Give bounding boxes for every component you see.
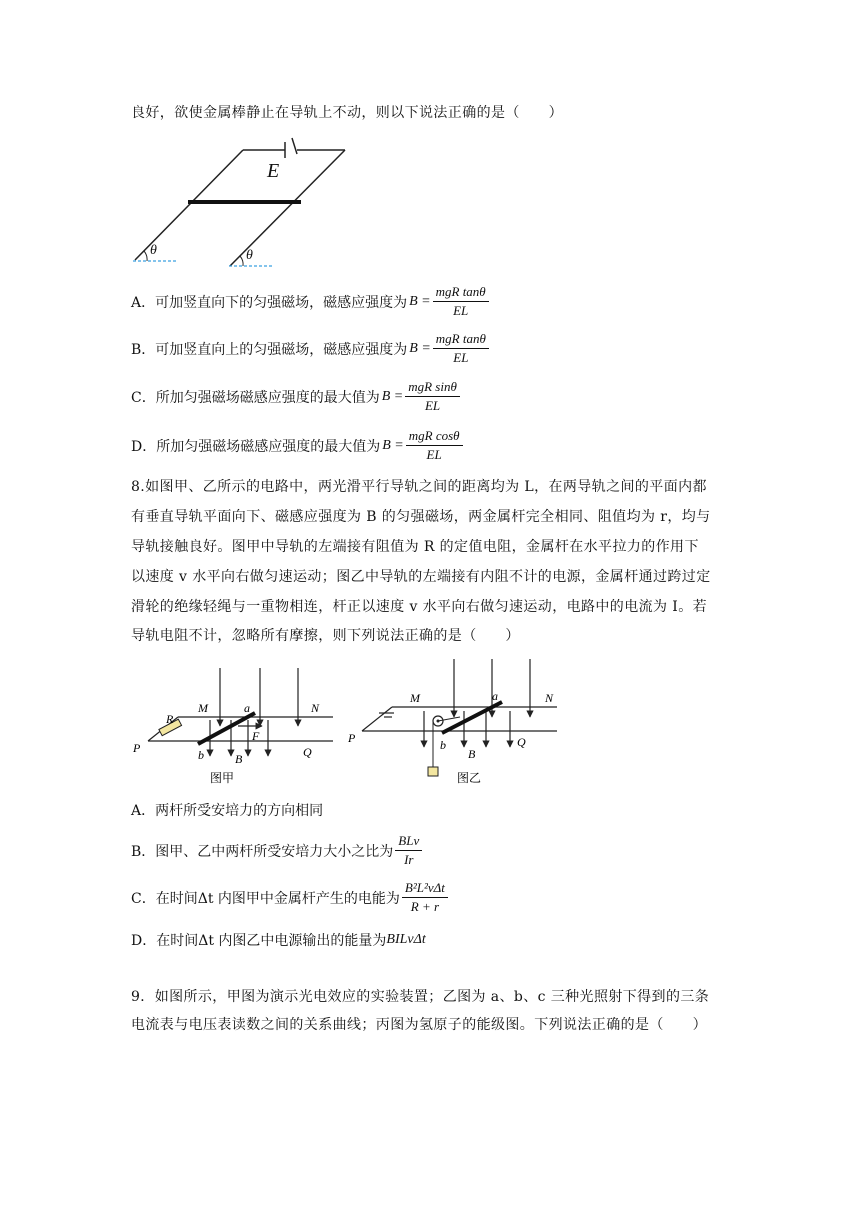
figure-caption: 图乙 bbox=[457, 771, 482, 785]
numerator: B²L²vΔt bbox=[402, 880, 448, 898]
label-b: b bbox=[198, 748, 204, 762]
figure-yi bbox=[342, 655, 572, 790]
label-P: P bbox=[133, 741, 141, 755]
label-M: M bbox=[410, 691, 420, 705]
emf-label: E bbox=[267, 160, 280, 182]
denominator: EL bbox=[424, 398, 441, 413]
option-d bbox=[131, 930, 426, 950]
option-text: B．图甲、乙中两杆所受安培力大小之比为 bbox=[131, 843, 394, 860]
question-text-line: 9．如图所示，甲图为演示光电效应的实验装置；乙图为 a、b、c 三种光照射下得到的三条 bbox=[131, 989, 710, 1005]
label-Q: Q bbox=[517, 735, 526, 749]
formula: BILvΔt bbox=[386, 932, 426, 947]
angle-label: θ bbox=[246, 248, 253, 263]
angle-label: θ bbox=[150, 243, 157, 258]
label-N: N bbox=[545, 691, 554, 705]
label-a: a bbox=[492, 689, 498, 703]
denominator: EL bbox=[426, 447, 442, 462]
numerator: BLv bbox=[395, 833, 422, 851]
label-M: M bbox=[198, 701, 208, 715]
label-a: a bbox=[244, 701, 250, 715]
denominator: R + r bbox=[410, 899, 440, 914]
option-c bbox=[131, 880, 448, 915]
option-text: C．在时间Δt 内图甲中金属杆产生的电能为 bbox=[131, 890, 400, 907]
denominator: EL bbox=[453, 303, 469, 318]
option-text: C．所加匀强磁场磁感应强度的最大值为 bbox=[131, 389, 380, 406]
question-text-line: 滑轮的绝缘轻绳与一重物相连，杆正以速度 v 水平向右做匀速运动，电路中的电流为 I。若 bbox=[131, 599, 707, 615]
option-d bbox=[131, 428, 463, 463]
option-text: B．可加竖直向上的匀强磁场，磁感应强度为 bbox=[131, 341, 408, 358]
denominator: Ir bbox=[404, 852, 414, 867]
inclined-rails-figure bbox=[125, 132, 355, 272]
question-text-line: 电流表与电压表读数之间的关系曲线；丙图为氢原子的能级图。下列说法正确的是（ ） bbox=[131, 1017, 707, 1033]
label-B: B bbox=[235, 752, 243, 766]
label-P: P bbox=[348, 731, 356, 745]
option-text: D．在时间Δt 内图乙中电源输出的能量为 bbox=[131, 933, 387, 949]
option-b bbox=[131, 833, 422, 868]
label-R: R bbox=[166, 712, 174, 726]
fraction bbox=[406, 428, 463, 463]
formula-lhs: B = bbox=[381, 388, 404, 404]
figure-jia bbox=[128, 660, 343, 790]
formula-lhs: B = bbox=[409, 293, 431, 309]
option-b bbox=[131, 331, 489, 366]
label-B: B bbox=[468, 747, 476, 761]
fraction bbox=[402, 880, 448, 915]
numerator: mgR cosθ bbox=[406, 428, 463, 446]
label-Q: Q bbox=[303, 745, 312, 759]
label-N: N bbox=[311, 701, 320, 715]
fraction bbox=[395, 833, 422, 868]
question-text-line: 以速度 v 水平向右做匀速运动；图乙中导轨的左端接有内阻不计的电源，金属杆通过跨过定 bbox=[131, 569, 711, 585]
option-a: A．两杆所受安培力的方向相同 bbox=[131, 803, 324, 819]
question-text-line: 有垂直导轨平面向下、磁感应强度为 B 的匀强磁场，两金属杆完全相同、阻值均为 r，均与 bbox=[131, 509, 711, 525]
option-c bbox=[131, 379, 460, 414]
formula-lhs: B = bbox=[409, 340, 431, 356]
numerator: mgR tanθ bbox=[433, 331, 489, 349]
formula-lhs: B = bbox=[382, 437, 404, 453]
label-F: F bbox=[252, 729, 260, 743]
question-text-line: 导轨电阻不计，忽略所有摩擦，则下列说法正确的是（ ） bbox=[131, 628, 520, 644]
fraction bbox=[433, 331, 489, 366]
option-a bbox=[131, 284, 489, 319]
numerator: mgR sinθ bbox=[405, 379, 460, 397]
question-text-line: 导轨接触良好。图甲中导轨的左端接有阻值为 R 的定值电阻，金属杆在水平拉力的作用下 bbox=[131, 539, 699, 555]
question-text-line: 良好，欲使金属棒静止在导轨上不动，则以下说法正确的是（ ） bbox=[131, 105, 563, 121]
option-text: D．所加匀强磁场磁感应强度的最大值为 bbox=[131, 438, 381, 455]
denominator: EL bbox=[453, 350, 469, 365]
numerator: mgR tanθ bbox=[433, 284, 489, 302]
label-b: b bbox=[440, 738, 446, 752]
fraction bbox=[405, 379, 460, 414]
option-text: A．可加竖直向下的匀强磁场，磁感应强度为 bbox=[131, 294, 408, 311]
fraction bbox=[433, 284, 489, 319]
figure-caption: 图甲 bbox=[210, 771, 235, 785]
question-text-line: 8.如图甲、乙所示的电路中，两光滑平行导轨之间的距离均为 L，在两导轨之间的平面内都 bbox=[131, 479, 707, 495]
